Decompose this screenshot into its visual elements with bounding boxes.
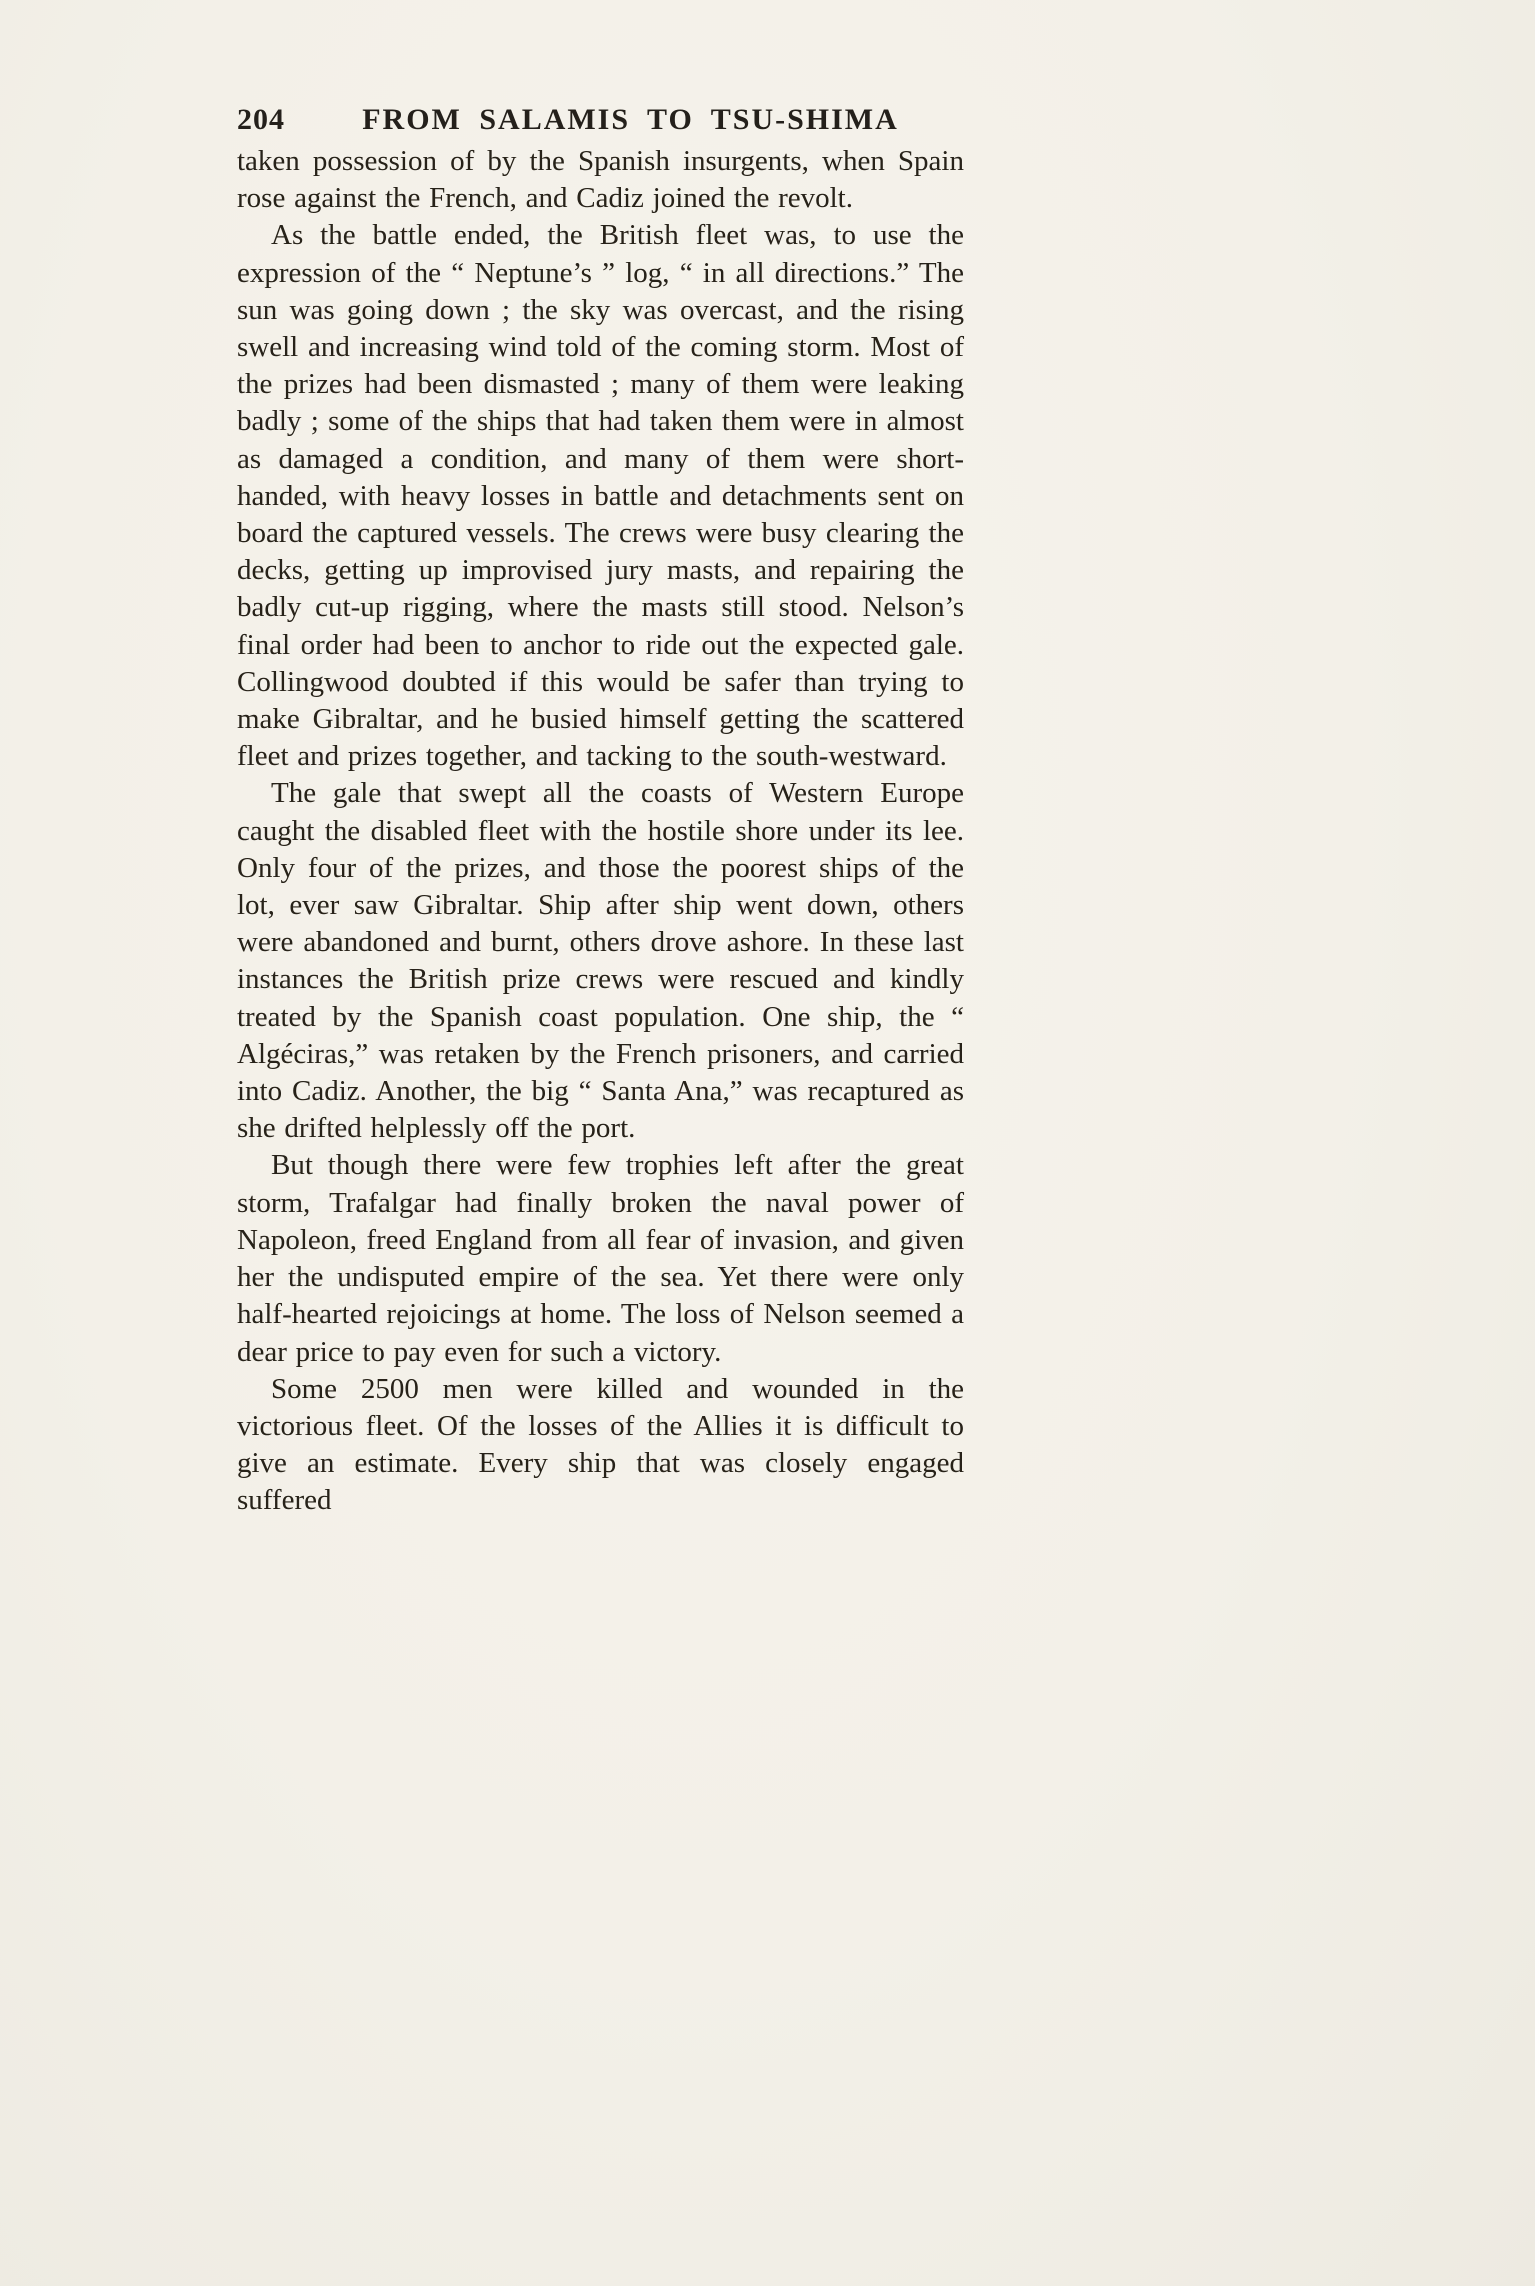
paragraph: Some 2500 men were killed and wounded in the victorious fleet. Of the losses of the Allies it is difficult to give an estimate. Every ship that was closely engaged suffered xyxy=(237,1372,964,1517)
running-title: FROM SALAMIS TO TSU-SHIMA xyxy=(362,103,899,136)
body-text xyxy=(237,143,964,1520)
paragraph: But though there were few trophies left after the great storm, Trafalgar had finally broken the naval power of Napoleon, freed England from all fear of invasion, and given her the undisputed empire of the sea. Yet there were only half-hearted rejoicings at home. The loss of Nelson seemed a dear price to pay even for such a victory. xyxy=(237,1149,964,1368)
paragraph: The gale that swept all the coasts of Western Europe caught the disabled fleet with the hostile shore under its lee. Only four of the prizes, and those the poorest ships of the lot, ever saw Gibraltar. Ship after ship went down, others were abandoned and burnt, others drove ashore. In these last instances the British prize crews were rescued and kindly treated by the Spanish coast population. One ship, the “ Algéciras,” was retaken by the French prisoners, and carried into Cadiz. Another, the big “ Santa Ana,” was recaptured as she drifted helplessly off the port. xyxy=(237,777,964,1145)
paragraph: As the battle ended, the British fleet was, to use the expression of the “ Neptune’s ” log, “ in all directions.” The sun was going down ; the sky was overcast, and the rising swell and increasing wind told of the coming storm. Most of the prizes had been dismasted ; many of them were leaking badly ; some of the ships that had taken them were in almost as damaged a condition, and many of them were short-handed, with heavy losses in battle and detachments sent on board the captured vessels. The crews were busy clearing the decks, getting up improvised jury masts, and repairing the badly cut-up rigging, where the masts still stood. Nelson’s final order had been to anchor to ride out the expected gale. Collingwood doubted if this would be safer than trying to make Gibraltar, and he busied himself getting the scattered fleet and prizes together, and tacking to the south-westward. xyxy=(237,219,964,773)
paragraph-continuation: taken possession of by the Spanish insurgents, when Spain rose against the French, and Cadiz joined the revolt. xyxy=(237,145,964,215)
page-number: 204 xyxy=(237,103,285,136)
page-header xyxy=(237,100,964,140)
